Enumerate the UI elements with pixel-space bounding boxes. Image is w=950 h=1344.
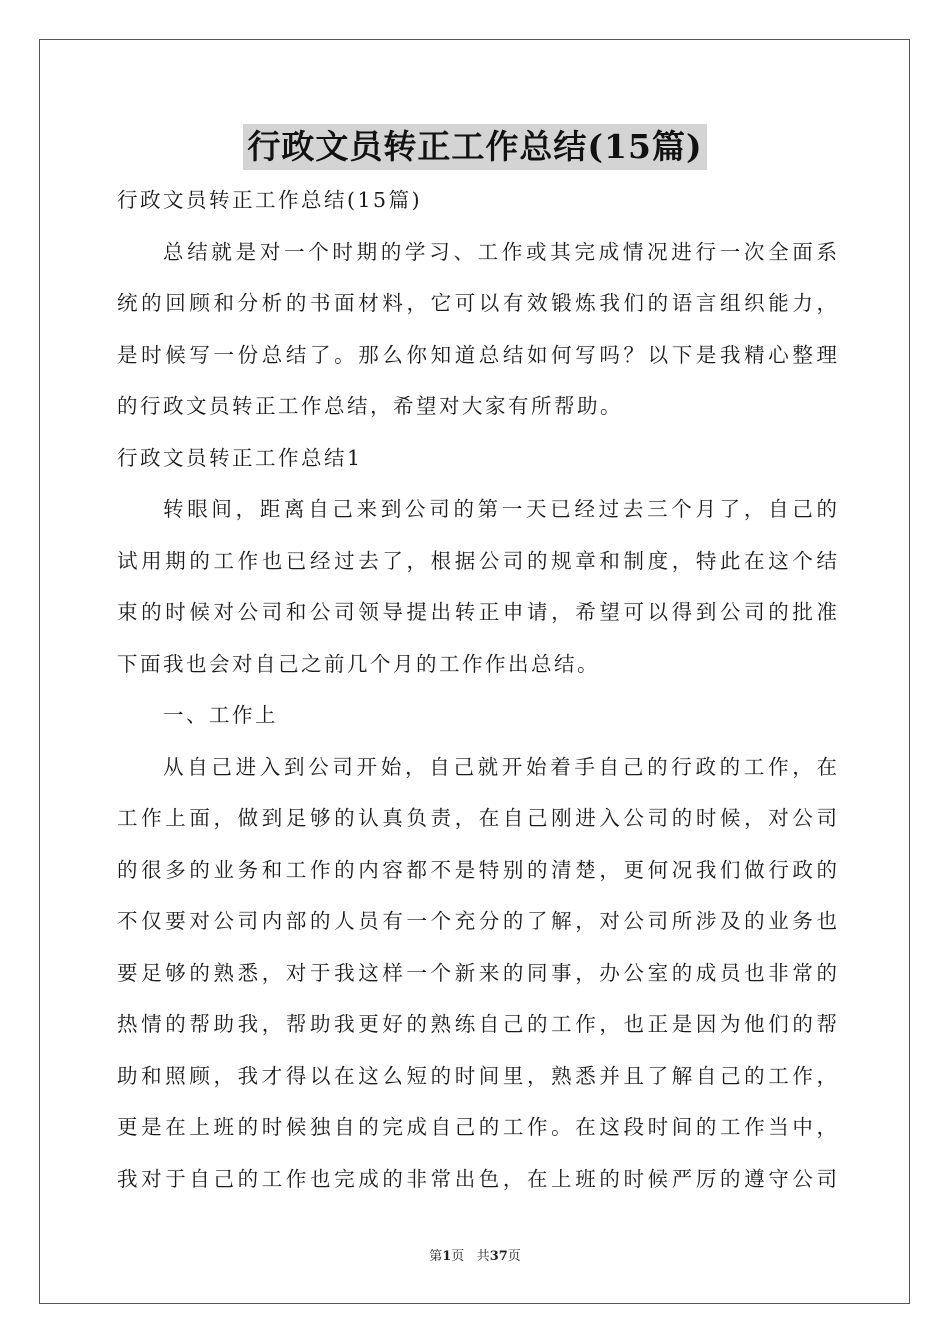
document-title: 行政文员转正工作总结(15篇) <box>243 124 706 170</box>
text-line: 更是在上班的时候独自的完成自己的工作。在这段时间的工作当中， <box>117 1115 837 1139</box>
text-line: 试用期的工作也已经过去了，根据公司的规章和制度，特此在这个结 <box>117 548 837 573</box>
text-line: 一、工作上 <box>163 703 278 727</box>
text-line: 我对于自己的工作也完成的非常出色，在上班的时候严厉的遵守公司 <box>117 1166 837 1191</box>
title-area <box>0 124 950 170</box>
text-line: 的行政文员转正工作总结，希望对大家有所帮助。 <box>117 394 623 418</box>
page-footer <box>0 1245 950 1264</box>
text-line: 行政文员转正工作总结1 <box>117 445 363 470</box>
footer-total-pages: 37 <box>489 1249 508 1264</box>
text-line: 下面我也会对自己之前几个月的工作作出总结。 <box>117 651 600 676</box>
text-line: 从自己进入到公司开始，自己就开始着手自己的行政的工作，在 <box>163 754 837 779</box>
text-line: 的很多的业务和工作的内容都不是特别的清楚，更何况我们做行政的 <box>117 857 837 882</box>
text-line: 转眼间，距离自己来到公司的第一天已经过去三个月了，自己的 <box>163 497 837 521</box>
footer-total-prefix: 共 <box>476 1249 490 1264</box>
footer-page-prefix: 第 <box>429 1249 443 1264</box>
footer-page-number: 1 <box>442 1249 452 1264</box>
document-body <box>117 178 837 1208</box>
text-line: 统的回顾和分析的书面材料，它可以有效锻炼我们的语言组织能力， <box>117 291 837 315</box>
text-line: 助和照顾，我才得以在这么短的时间里，熟悉并且了解自己的工作， <box>117 1063 837 1088</box>
footer-total-unit: 页 <box>507 1249 521 1264</box>
text-line: 要足够的熟悉，对于我这样一个新来的同事，办公室的成员也非常的 <box>117 960 837 985</box>
text-line: 工作上面，做到足够的认真负责，在自己刚进入公司的时候，对公司 <box>117 806 837 830</box>
text-line: 行政文员转正工作总结(15篇) <box>117 188 423 212</box>
footer-page-unit: 页 <box>451 1249 465 1264</box>
text-line: 是时候写一份总结了。那么你知道总结如何写吗？以下是我精心整理 <box>117 342 837 367</box>
text-line: 热情的帮助我，帮助我更好的熟练自己的工作，也正是因为他们的帮 <box>117 1012 837 1036</box>
text-line: 不仅要对公司内部的人员有一个充分的了解，对公司所涉及的业务也 <box>117 909 837 933</box>
text-line: 总结就是对一个时期的学习、工作或其完成情况进行一次全面系 <box>163 239 837 264</box>
text-line: 束的时候对公司和公司领导提出转正申请，希望可以得到公司的批准 <box>117 600 837 624</box>
